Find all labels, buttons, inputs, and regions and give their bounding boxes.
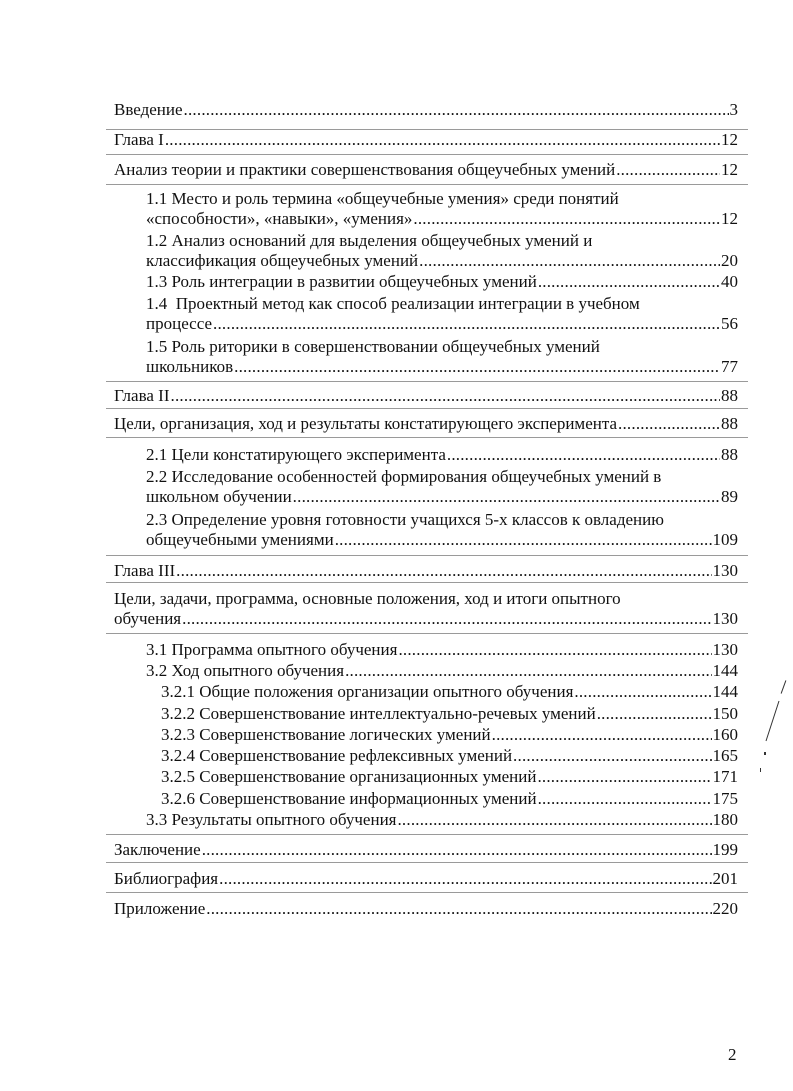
toc-entry-title: 2.1 Цели констатирующего эксперимента xyxy=(146,445,446,464)
toc-entry-chapter-1[interactable] xyxy=(114,130,738,150)
dot-leader xyxy=(616,160,720,180)
dot-leader xyxy=(219,869,711,889)
toc-entry-chapter-1-title[interactable] xyxy=(114,160,738,180)
toc-entry-title-line: Цели, задачи, программа, основные положения, ход и итоги опытного xyxy=(114,589,621,608)
toc-entry-title-line: 1.1 Место и роль термина «общеучебные умения» среди понятий xyxy=(146,189,619,208)
toc-entry-section-3-2-6[interactable] xyxy=(161,789,738,809)
toc-page-number: 130 xyxy=(712,609,738,628)
dot-leader xyxy=(397,810,711,830)
toc-page-number: 88 xyxy=(721,414,738,433)
toc-entry-title: школьников xyxy=(146,357,234,376)
toc-entry-section-1-4[interactable] xyxy=(146,294,738,334)
toc-entry-title: 3.2.3 Совершенствование логических умений xyxy=(161,725,491,744)
toc-page-number: 175 xyxy=(712,789,738,808)
dot-leader xyxy=(176,561,711,581)
toc-entry-chapter-3[interactable] xyxy=(114,561,738,581)
toc-entry-title: 3.2.1 Общие положения организации опытного обучения xyxy=(161,682,574,701)
dot-leader xyxy=(538,789,712,809)
dot-leader xyxy=(597,704,712,724)
toc-entry-section-1-2[interactable] xyxy=(146,231,738,271)
dot-leader xyxy=(182,609,711,629)
toc-page-number: 109 xyxy=(712,530,738,549)
toc-entry-title: Глава II xyxy=(114,386,170,405)
toc-entry-title: 1.3 Роль интеграции в развитии общеучебных умений xyxy=(146,272,537,291)
toc-entry-title-line: 1.5 Роль риторики в совершенствовании общеучебных умений xyxy=(146,337,600,356)
toc-entry-section-3-2-4[interactable] xyxy=(161,746,738,766)
dot-leader xyxy=(234,357,720,377)
toc-entry-appendix[interactable] xyxy=(114,899,738,919)
toc-page-number: 12 xyxy=(721,160,738,179)
toc-page-number: 220 xyxy=(712,899,738,918)
toc-entry-section-1-3[interactable] xyxy=(146,272,738,292)
dot-leader xyxy=(171,386,721,406)
row-divider xyxy=(106,437,748,438)
toc-entry-section-3-1[interactable] xyxy=(146,640,738,660)
dot-leader xyxy=(213,314,720,334)
toc-entry-conclusion[interactable] xyxy=(114,840,738,860)
toc-entry-title: процессе xyxy=(146,314,213,333)
toc-page-number: 88 xyxy=(721,445,738,464)
toc-page-number: 130 xyxy=(712,640,738,659)
dot-leader xyxy=(538,272,720,292)
toc-page-number: 130 xyxy=(712,561,738,580)
toc-entry-section-1-1[interactable] xyxy=(146,189,738,229)
row-divider xyxy=(106,834,748,835)
dot-leader xyxy=(345,661,711,681)
row-divider xyxy=(106,555,748,556)
toc-entry-section-3-2[interactable] xyxy=(146,661,738,681)
row-divider xyxy=(106,184,748,185)
toc-page-number: 180 xyxy=(712,810,738,829)
toc-entry-title: Введение xyxy=(114,100,183,119)
row-divider xyxy=(106,582,748,583)
toc-entry-title: Библиография xyxy=(114,869,219,888)
toc-entry-title: 3.1 Программа опытного обучения xyxy=(146,640,398,659)
dot-leader xyxy=(184,100,729,120)
toc-entry-title-line: 2.3 Определение уровня готовности учащихся 5-х классов к овладению xyxy=(146,510,664,529)
toc-entry-title: школьном обучении xyxy=(146,487,292,506)
dot-leader xyxy=(419,251,720,271)
toc-entry-title: обучения xyxy=(114,609,182,628)
toc-page-number: 144 xyxy=(712,682,738,701)
toc-entry-bibliography[interactable] xyxy=(114,869,738,889)
toc-page-number: 150 xyxy=(712,704,738,723)
toc-entry-section-1-5[interactable] xyxy=(146,337,738,377)
row-divider xyxy=(106,381,748,382)
toc-page-number: 199 xyxy=(712,840,738,859)
toc-entry-title: Цели, организация, ход и результаты констатирующего эксперимента xyxy=(114,414,618,433)
dot-leader xyxy=(165,130,720,150)
dot-leader xyxy=(206,899,711,919)
toc-page-number: 12 xyxy=(721,209,738,228)
toc-entry-section-2-2[interactable] xyxy=(146,467,738,507)
dot-leader xyxy=(398,640,711,660)
row-divider xyxy=(106,154,748,155)
dot-leader xyxy=(413,209,720,229)
toc-entry-title-line: 2.2 Исследование особенностей формирования общеучебных умений в xyxy=(146,467,662,486)
toc-page-number: 144 xyxy=(712,661,738,680)
scan-artifact xyxy=(760,768,761,772)
toc-entry-section-3-2-2[interactable] xyxy=(161,704,738,724)
scan-artifact xyxy=(764,752,766,755)
toc-entry-title-line: 1.4 Проектный метод как способ реализации интеграции в учебном xyxy=(146,294,640,313)
dot-leader xyxy=(335,530,712,550)
toc-entry-title: Приложение xyxy=(114,899,206,918)
toc-page-number: 56 xyxy=(721,314,738,333)
toc-page-number: 201 xyxy=(712,869,738,888)
toc-entry-intro[interactable] xyxy=(114,100,738,120)
page-number: 2 xyxy=(728,1045,737,1064)
toc-entry-section-3-2-5[interactable] xyxy=(161,767,738,787)
toc-entry-title: общеучебными умениями xyxy=(146,530,334,549)
dot-leader xyxy=(574,682,711,702)
row-divider xyxy=(106,892,748,893)
toc-page-number: 171 xyxy=(712,767,738,786)
toc-entry-title-line: 1.2 Анализ оснований для выделения общеучебных умений и xyxy=(146,231,593,250)
toc-entry-title: 3.2.6 Совершенствование информационных умений xyxy=(161,789,537,808)
toc-page-number: 40 xyxy=(721,272,738,291)
toc-entry-section-3-2-3[interactable] xyxy=(161,725,738,745)
toc-entry-title: «способности», «навыки», «умения» xyxy=(146,209,413,228)
toc-entry-title: 3.2.4 Совершенствование рефлексивных умений xyxy=(161,746,513,765)
dot-leader xyxy=(492,725,712,745)
toc-entry-title: Заключение xyxy=(114,840,201,859)
toc-page-number: 77 xyxy=(721,357,738,376)
toc-page-number: 160 xyxy=(712,725,738,744)
dot-leader xyxy=(447,445,720,465)
dot-leader xyxy=(513,746,711,766)
toc-entry-title: 3.2.5 Совершенствование организационных умений xyxy=(161,767,537,786)
toc-entry-title: Глава III xyxy=(114,561,176,580)
toc-entry-section-3-2-1[interactable] xyxy=(161,682,738,702)
toc-entry-section-2-3[interactable] xyxy=(146,510,738,550)
row-divider xyxy=(106,862,748,863)
row-divider xyxy=(106,408,748,409)
toc-entry-section-3-3[interactable] xyxy=(146,810,738,830)
toc-entry-title: Глава I xyxy=(114,130,164,149)
dot-leader xyxy=(202,840,712,860)
toc-entry-section-2-1[interactable] xyxy=(146,445,738,465)
toc-page-number: 20 xyxy=(721,251,738,270)
dot-leader xyxy=(537,767,711,787)
toc-entry-title: классификация общеучебных умений xyxy=(146,251,419,270)
toc-page-number: 88 xyxy=(721,386,738,405)
toc-entry-title: 3.2.2 Совершенствование интеллектуально-речевых умений xyxy=(161,704,596,723)
dot-leader xyxy=(293,487,720,507)
dot-leader xyxy=(618,414,720,434)
toc-entry-chapter-3-title[interactable] xyxy=(114,589,738,629)
toc-page-number: 12 xyxy=(721,130,738,149)
toc-page-number: 89 xyxy=(721,487,738,506)
toc-page-number: 3 xyxy=(729,100,738,119)
toc-entry-chapter-2[interactable] xyxy=(114,386,738,406)
toc-entry-title: Анализ теории и практики совершенствования общеучебных умений xyxy=(114,160,616,179)
toc-page-number: 165 xyxy=(712,746,738,765)
toc-entry-chapter-2-title[interactable] xyxy=(114,414,738,434)
row-divider xyxy=(106,633,748,634)
toc-entry-title: 3.3 Результаты опытного обучения xyxy=(146,810,397,829)
toc-entry-title: 3.2 Ход опытного обучения xyxy=(146,661,345,680)
